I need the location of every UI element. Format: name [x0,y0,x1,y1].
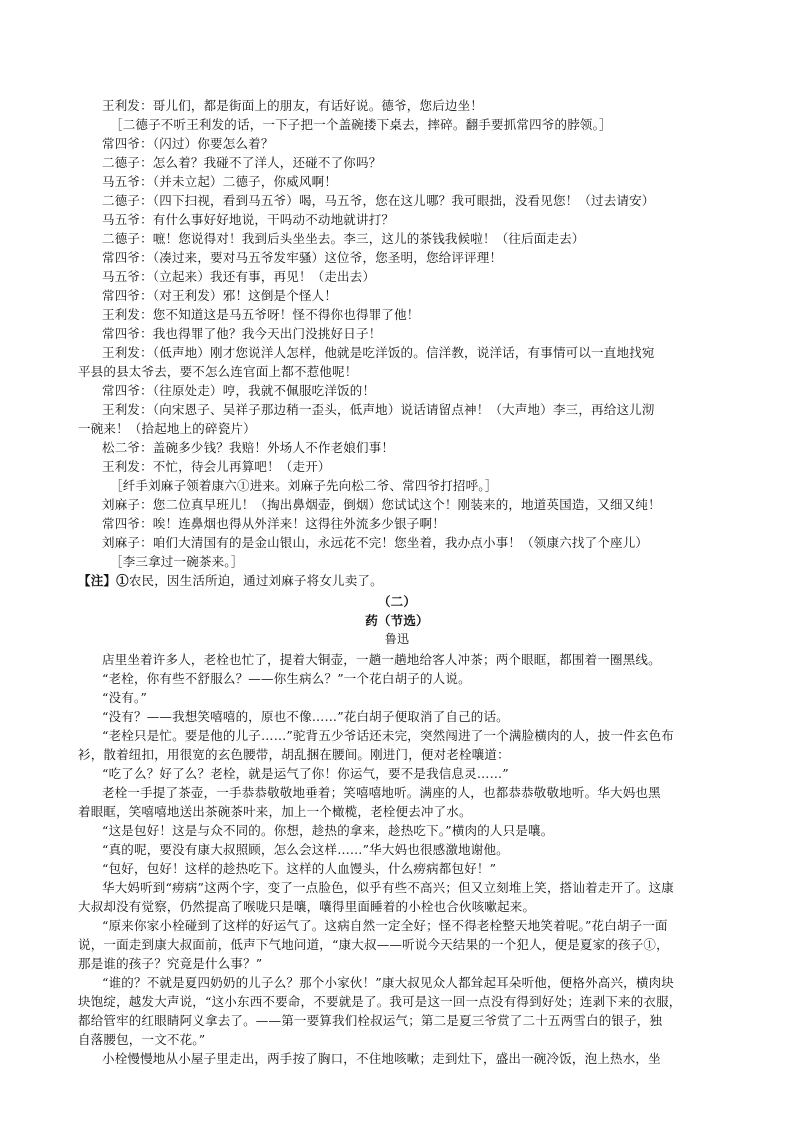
paragraph-line: 小栓慢慢地从小屋子里走出，两手按了胸口，不住地咳嗽；走到灶下，盛出一碗冷饭，泡上热水，坐 [102,1051,661,1066]
paragraph-line: “包好，包好！这样的趁热吃下。这样的人血馒头，什么痨病都包好！” [102,861,497,876]
paragraph-line: “谁的？不就是夏四奶奶的儿子么？那个小家伙！”康大叔见众人都耸起耳朵听他，便格外高兴，横肉块 [102,975,674,990]
paragraph-line: “老栓，你有些不舒服么？——你生病么？”一个花白胡子的人说。 [102,671,471,686]
script-line-continuation: 一碗来！（拾起地上的碎瓷片） [78,421,256,436]
footnote [78,571,718,590]
paragraph-line: “真的呢，要没有康大叔照顾，怎么会这样……”华大妈也很感激地谢他。 [102,842,509,857]
script-line: 常四爷：（对王利发）邪！这倒是个怪人！ [102,288,338,303]
paragraph-line: “原来你家小栓碰到了这样的好运气了。这病自然一定全好；怪不得老栓整天地笑着呢。”花白胡子一面 [102,918,668,933]
paragraph-line-continuation: 块饱绽，越发大声说，“这小东西不要命，不要就是了。我可是这一回一点没有得到好处；连剥下来的衣服， [78,994,682,1009]
section-title: 药（节选） [365,613,429,628]
script-line: 二德子：怎么着？我碰不了洋人，还碰不了你吗？ [102,155,382,170]
script-line: 松二爷：盖碗多少钱？我赔！外场人不作老娘们事！ [102,440,395,455]
script-line-continuation: 平县的县太爷去，要不怎么连官面上都不惹他呢！ [78,364,358,379]
script-line: 马五爷：（并未立起）二德子，你威风啊！ [102,174,338,189]
paragraph-line: 华大妈听到“痨病”这两个字，变了一点脸色，似乎有些不高兴；但又立刻堆上笑，搭讪着走开了。这康 [102,880,674,895]
script-line: 常四爷：我也得罪了他？我今天出门没挑好日子！ [102,326,382,341]
script-line: 王利发：您不知道这是马五爷呀！怪不得你也得罪了他！ [102,307,420,322]
paragraph-line-continuation: 衫，散着纽扣，用很宽的玄色腰带，胡乱捆在腰间。刚进门，便对老栓嚷道： [78,747,510,762]
paragraph-line-continuation: 大叔却没有觉察，仍然提高了喉咙只是嚷，嚷得里面睡着的小栓也合伙咳嗽起来。 [78,899,536,914]
script-line: 二德子：（四下扫视，看到马五爷）喝，马五爷，您在这儿哪？我可眼拙，没看见您！（过去请安） [102,193,655,208]
script-line: 二德子：嗻！您说得对！我到后头坐坐去。李三，这儿的茶钱我候啦！（往后面走去） [102,231,585,246]
script-line: 常四爷：（凑过来，要对马五爷发牢骚）这位爷，您圣明，您给评评理！ [102,250,503,265]
paragraph-line: “没有？——我想笑嘻嘻的，原也不像……”花白胡子便取消了自己的话。 [102,709,509,724]
stage-direction: ［二德子不听王利发的话，一下子把一个盖碗搂下桌去，摔碎。翻手要抓常四爷的脖领。］ [110,117,612,132]
paragraph-line-continuation: 那是谁的孩子？究竟是什么事？” [78,956,263,971]
footnote-marker: ① [116,573,129,588]
paragraph-line-continuation: 自落腰包，一文不花。” [78,1032,206,1047]
script-line: 常四爷：唉！连鼻烟也得从外洋来！这得往外流多少银子啊！ [102,516,445,531]
paragraph-line-continuation: 说，一面走到康大叔面前，低声下气地问道，“康大叔——听说今天结果的一个犯人，便是夏家的孩子①， [78,937,669,952]
paragraph-line: “老栓只是忙。要是他的儿子……”驼背五少爷话还未完，突然闯进了一个满脸横肉的人，披一件玄色布 [102,728,674,743]
script-line: 王利发：不忙，待会儿再算吧！（走开） [102,459,331,474]
paragraph-line: 店里坐着许多人，老栓也忙了，提着大铜壶，一趟一趟地给客人冲茶；两个眼眶，都围着一圈黑线。 [102,652,661,667]
script-line: 马五爷：有什么事好好地说，干吗动不动地就讲打？ [102,212,395,227]
section-number: （二） [377,594,417,609]
script-line: 刘麻子：您二位真早班儿！（掏出鼻烟壶，倒烟）您试试这个！刚装来的，地道英国造，又细又纯！ [102,497,661,512]
paragraph-line-continuation: 着眼眶，笑嘻嘻地送出茶碗茶叶来，加上一个橄榄，老栓便去冲了水。 [78,804,472,819]
script-line: 常四爷：（往原处走）哼，我就不佩服吃洋饭的！ [102,383,376,398]
stage-direction: ［李三拿过一碗茶来。］ [110,554,244,569]
paragraph-line: “吃了么？好了么？老栓，就是运气了你！你运气，要不是我信息灵……” [102,766,509,781]
script-line: 常四爷：（闪过）你要怎么着？ [102,136,274,151]
script-line: 刘麻子：咱们大清国有的是金山银山，永远花不完！您坐着，我办点小事！（领康六找了个座儿） [102,535,649,550]
stage-direction: ［纤手刘麻子领着康六①进来。刘麻子先向松二爷、常四爷打招呼。］ [110,478,498,493]
footnote-label: 【注】 [78,573,117,588]
paragraph-line: “这是包好！这是与众不同的。你想，趁热的拿来，趁热吃下。”横肉的人只是嚷。 [102,823,554,838]
footnote-text: 农民，因生活所迫，通过刘麻子将女儿卖了。 [128,573,383,588]
script-line: 王利发：哥儿们，都是街面上的朋友，有话好说。德爷，您后边坐！ [102,98,484,113]
script-line: 王利发：（低声地）刚才您说洋人怎样，他就是吃洋饭的。信洋教，说洋话，有事情可以一直地找宛 [102,345,655,360]
section-author: 鲁迅 [384,632,410,646]
script-line: 王利发：（向宋恩子、吴祥子那边稍一歪头，低声地）说话请留点神！（大声地）李三，再给这儿沏 [102,402,655,417]
paragraph-line: 老栓一手提了茶壶，一手恭恭敬敬地垂着；笑嘻嘻地听。满座的人，也都恭恭敬敬地听。华大妈也黑 [102,785,661,800]
paragraph-line-continuation: 都给管牢的红眼睛阿义拿去了。——第一要算我们栓叔运气；第二是夏三爷赏了二十五两雪白的银子，独 [78,1013,663,1028]
paragraph-line: “没有。” [102,690,148,705]
script-line: 马五爷：（立起来）我还有事，再见！（走出去） [102,269,376,284]
